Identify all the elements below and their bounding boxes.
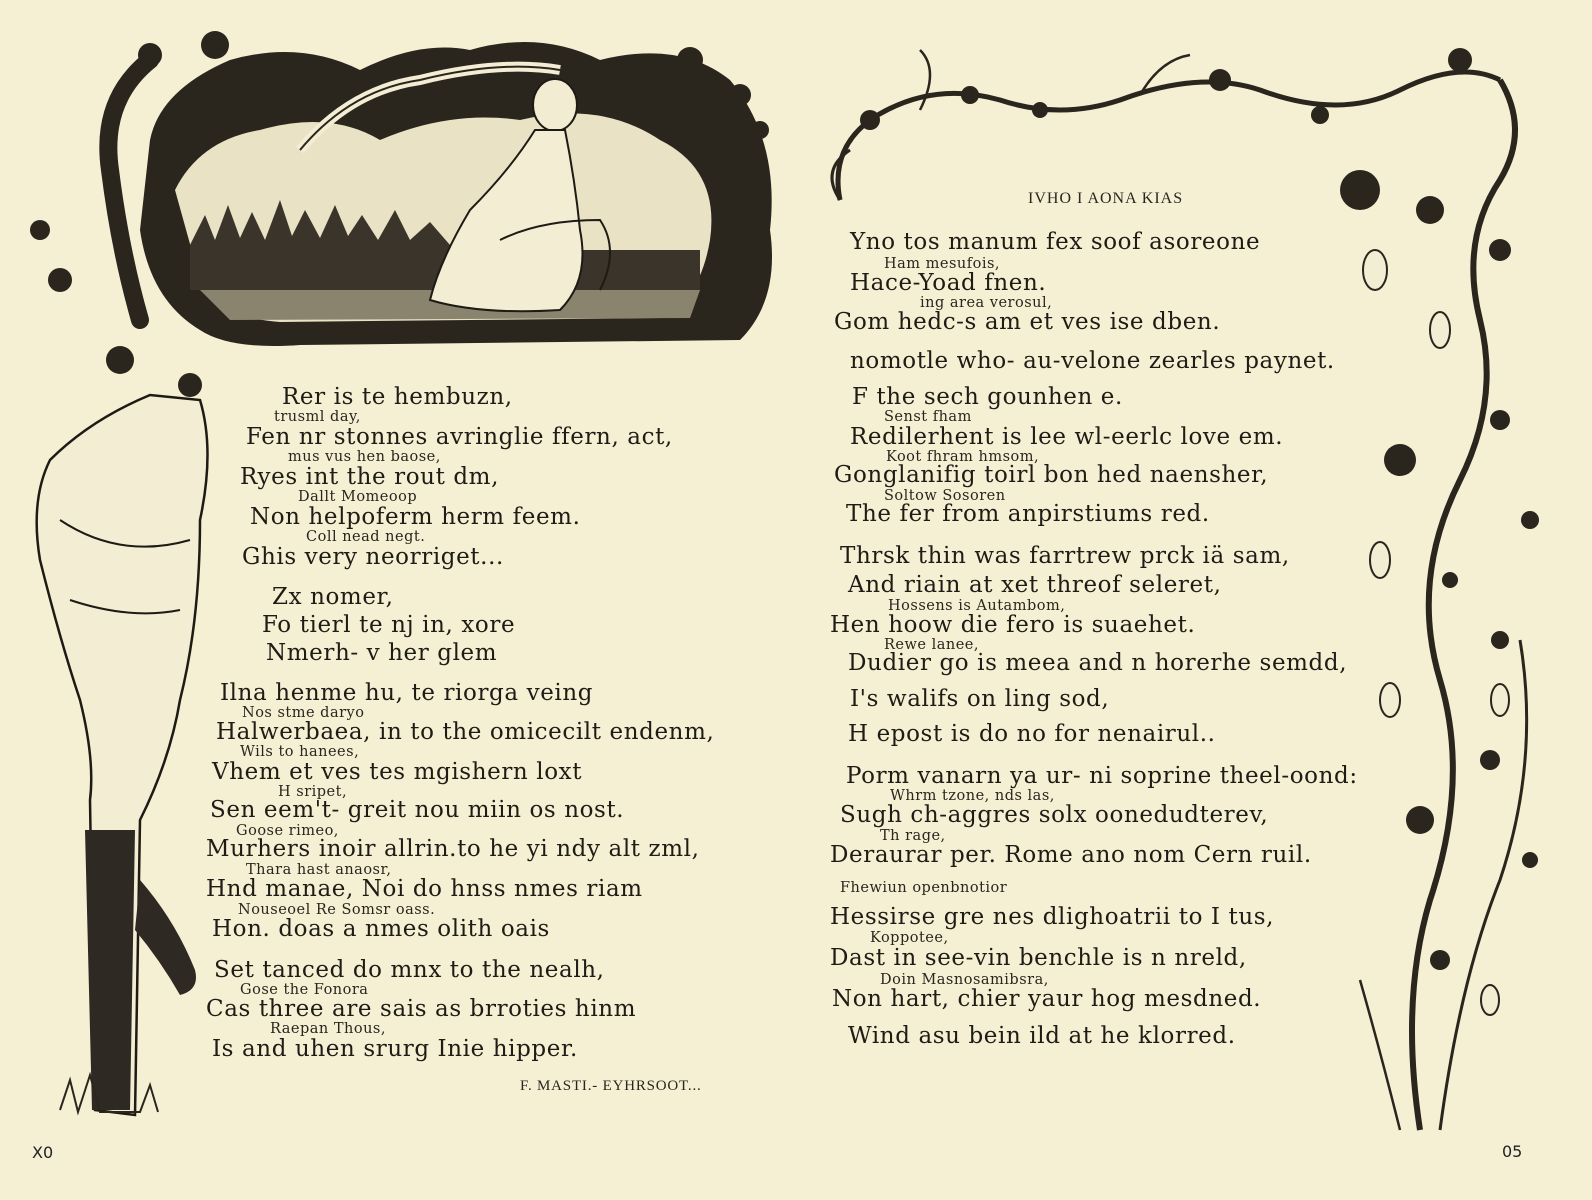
- poem-line: F the sech gounhen e.: [852, 384, 1123, 410]
- poem-subline: Goose rimeo,: [236, 823, 339, 839]
- poem-line: Hessirse gre nes dlighoatrii to I tus,: [830, 904, 1275, 930]
- poem-subline: Gose the Fonora: [240, 982, 369, 998]
- poem-subline: Rewe lanee,: [884, 637, 979, 653]
- poem-line: Gom hedc-s am et ves ise dben.: [834, 309, 1221, 335]
- poem-line: I's walifs on ling sod,: [850, 686, 1110, 712]
- poem-line: Gonglanifig toirl bon hed naensher,: [834, 462, 1269, 488]
- poem-subline: Nos stme daryo: [242, 705, 365, 721]
- poem-line: Hen hoow die fero is suaehet.: [830, 612, 1196, 638]
- poem-subline: Raepan Thous,: [270, 1021, 386, 1037]
- poem-line: Porm vanarn ya ur- ni soprine theel-oond:: [846, 763, 1358, 789]
- poem-title: IVHO I AONA KIAS: [1028, 190, 1184, 207]
- poem-line: Wind asu bein ild at he klorred.: [848, 1023, 1236, 1049]
- poem-line: Zx nomer,: [272, 584, 394, 610]
- poem-subline: Dallt Momeoop: [298, 489, 418, 505]
- poem-line: Non hart, chier yaur hog mesdned.: [832, 986, 1262, 1012]
- poem-subline: Fhewiun openbnotior: [840, 880, 1008, 896]
- poem-line: Rer is te hembuzn,: [282, 384, 513, 410]
- poem-line: Fo tierl te nj in, xore: [262, 612, 516, 638]
- page-number-left: X0: [32, 1143, 54, 1162]
- poem-subline: Doin Masnosamibsra,: [880, 972, 1049, 988]
- poem-line: Cas three are sais as brroties hinm: [206, 996, 637, 1022]
- poem-subline: Koppotee,: [870, 930, 949, 946]
- poem-line: H epost is do no for nenairul..: [848, 721, 1216, 747]
- poem-subline: mus vus hen baose,: [288, 449, 441, 465]
- poem-line: Non helpoferm herm feem.: [250, 504, 581, 530]
- poem-line: Vhem et ves tes mgishern loxt: [212, 759, 583, 785]
- poem-line: Dudier go is meea and n horerhe semdd,: [848, 650, 1348, 676]
- poem-subline: Ham mesufois,: [884, 256, 1001, 272]
- poem-subline: Th rage,: [880, 828, 946, 844]
- poem-line: Hace-Yoad fnen.: [850, 270, 1047, 296]
- poem-line: Redilerhent is lee wl-eerlc love em.: [850, 424, 1284, 450]
- poem-subline: Wils to hanees,: [240, 744, 360, 760]
- poem-line: Ryes int the rout dm,: [240, 464, 499, 490]
- poem-line: Sen eem't- greit nou miin os nost.: [210, 797, 625, 823]
- poem-line: Hon. doas a nmes olith oais: [212, 916, 550, 942]
- poem-subline: Hossens is Autambom,: [888, 598, 1066, 614]
- poem-line: Fen nr stonnes avringlie ffern, act,: [246, 424, 673, 450]
- poem-line: Nmerh- v her glem: [266, 640, 498, 666]
- poem-line: Is and uhen srurg Inie hipper.: [212, 1036, 578, 1062]
- poem-subline: Coll nead negt.: [306, 529, 426, 545]
- poem-line: Murhers inoir allrin.to he yi ndy alt zml,: [206, 836, 700, 862]
- poem-line: The fer from anpirstiums red.: [846, 501, 1210, 527]
- poem-line: Sugh ch-aggres solx oonedudterev,: [840, 802, 1269, 828]
- poem-line: Yno tos manum fex soof asoreone: [850, 229, 1261, 255]
- poem-subline: Thara hast anaosr,: [246, 862, 392, 878]
- poem-line: Deraurar per. Rome ano nom Cern ruil.: [830, 842, 1312, 868]
- poem-subline: trusml day,: [274, 409, 361, 425]
- poem-subline: Senst fham: [884, 409, 972, 425]
- poem-line: Thrsk thin was farrtrew prck iä sam,: [840, 543, 1290, 569]
- page-number-right: 05: [1502, 1142, 1523, 1161]
- poem-line: nomotle who- au-velone zearles paynet.: [850, 348, 1335, 374]
- poem-line: Dast in see-vin benchle is n nreld,: [830, 945, 1247, 971]
- poem-subline: ing area verosul,: [920, 295, 1053, 311]
- poem-line: Ghis very neorriget...: [242, 544, 504, 570]
- poem-subline: H sripet,: [278, 784, 348, 800]
- poem-line: Set tanced do mnx to the nealh,: [214, 957, 605, 983]
- right-page: [800, 0, 1592, 1200]
- poem-subline: Whrm tzone, nds las,: [890, 788, 1055, 804]
- poem-subline: Soltow Sosoren: [884, 488, 1006, 504]
- signoff: F. MASTI.- EYHRSOOT...: [520, 1078, 702, 1094]
- poem-line: Hnd manae, Noi do hnss nmes riam: [206, 876, 643, 902]
- poem-subline: Koot fhram hmsom,: [886, 449, 1040, 465]
- poem-line: Halwerbaea, in to the omicecilt endenm,: [216, 719, 715, 745]
- poem-subline: Nouseoel Re Somsr oass.: [238, 902, 436, 918]
- poem-line: And riain at xet threof seleret,: [848, 572, 1222, 598]
- poem-line: Ilna henme hu, te riorga veing: [220, 680, 594, 706]
